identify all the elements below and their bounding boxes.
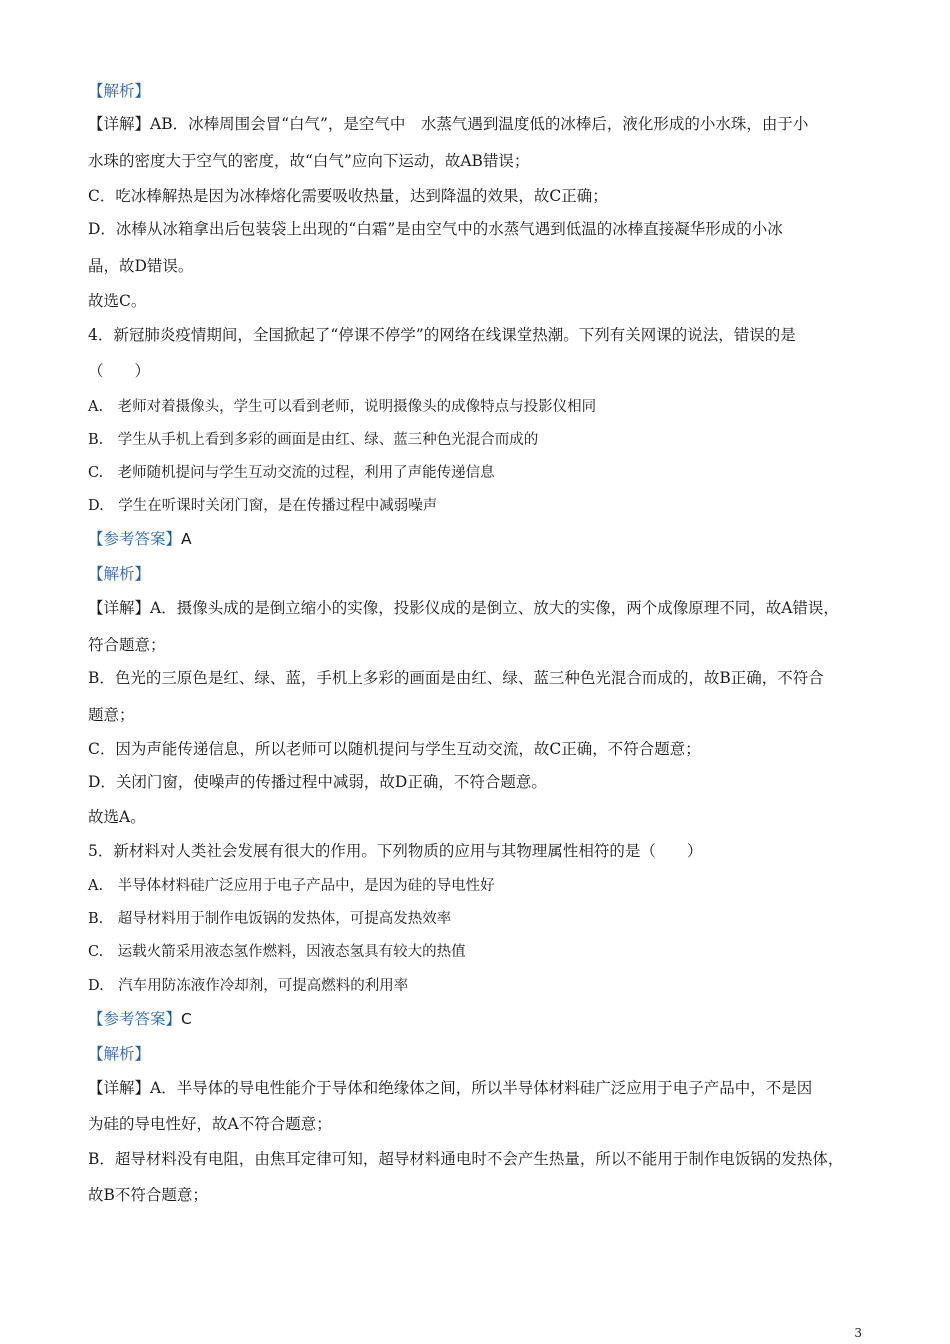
q5-detail-line: 故B不符合题意； [88,1186,208,1204]
q5-answer-line [88,1009,192,1029]
q4-detail-line: C．因为声能传递信息，所以老师可以随机提问与学生互动交流，故C正确，不符合题意； [88,740,701,758]
q4-detail-line: 符合题意； [88,636,166,654]
q3-detail-line: 晶，故D错误。 [88,257,194,275]
q3-conclusion: 故选C。 [88,292,147,310]
q5-detail-line: 【详解】A．半导体的导电性能介于导体和绝缘体之间，所以半导体材料硅广泛应用于电子产品中，不是因 [88,1079,813,1097]
analysis-label: 【解析】 [88,1045,151,1063]
q3-detail-line: C．吃冰棒解热是因为冰棒熔化需要吸收热量，达到降温的效果，故C正确； [88,187,608,205]
q5-answer: C [181,1010,192,1028]
q4-conclusion: 故选A。 [88,808,146,826]
q3-detail-line: 水珠的密度大于空气的密度，故“白气”应向下运动，故AB错误； [88,152,530,170]
q5-stem: 5．新材料对人类社会发展有很大的作用。下列物质的应用与其物理属性相符的是（ ） [88,842,703,860]
q5-option-a: A. 半导体材料硅广泛应用于电子产品中，是因为硅的导电性好 [88,878,495,894]
analysis-label: 【解析】 [88,82,151,100]
q5-detail-line: B．超导材料没有电阻，由焦耳定律可知，超导材料通电时不会产生热量，所以不能用于制作电饭锅的发热体， [88,1150,844,1168]
q4-option-c: C. 老师随机提问与学生互动交流的过程，利用了声能传递信息 [88,465,495,481]
q4-answer: A [181,530,192,548]
q4-option-a: A. 老师对着摄像头，学生可以看到老师，说明摄像头的成像特点与投影仪相同 [88,399,597,415]
q4-stem-bracket: （ ） [88,362,151,380]
q3-detail-line: D．冰棒从冰箱拿出后包装袋上出现的“白霜”是由空气中的水蒸气遇到低温的冰棒直接凝华形成的小冰 [88,220,783,238]
answer-label: 【参考答案】 [88,1010,182,1028]
q4-detail-line: B．色光的三原色是红、绿、蓝，手机上多彩的画面是由红、绿、蓝三种色光混合而成的，故B正确，不符合 [88,669,824,687]
q4-detail-line: D．关闭门窗，使噪声的传播过程中减弱，故D正确，不符合题意。 [88,773,547,791]
q5-detail-line: 为硅的导电性好，故A不符合题意； [88,1115,332,1133]
q4-option-d: D. 学生在听课时关闭门窗，是在传播过程中减弱噪声 [88,498,438,514]
q3-detail-line: 【详解】AB．冰棒周围会冒“白气”，是空气中 水蒸气遇到温度低的冰棒后，液化形成的小水珠，由于小 [88,115,809,133]
answer-label: 【参考答案】 [88,530,182,548]
q5-option-c: C. 运载火箭采用液态氢作燃料，因液态氢具有较大的热值 [88,944,466,960]
q4-answer-line [88,529,192,549]
q4-detail-line: 【详解】A．摄像头成的是倒立缩小的实像，投影仪成的是倒立、放大的实像，两个成像原理不同，故A错误， [88,599,839,617]
page-number: 3 [854,1326,862,1340]
q4-option-b: B. 学生从手机上看到多彩的画面是由红、绿、蓝三种色光混合而成的 [88,432,539,448]
q4-stem: 4．新冠肺炎疫情期间，全国掀起了“停课不停学”的网络在线课堂热潮。下列有关网课的说法，错误的是 [88,326,796,344]
q5-option-b: B. 超导材料用于制作电饭锅的发热体，可提高发热效率 [88,911,452,927]
q4-detail-line: 题意； [88,706,135,724]
q5-option-d: D. 汽车用防冻液作冷却剂，可提高燃料的利用率 [88,978,409,994]
analysis-label: 【解析】 [88,565,151,583]
